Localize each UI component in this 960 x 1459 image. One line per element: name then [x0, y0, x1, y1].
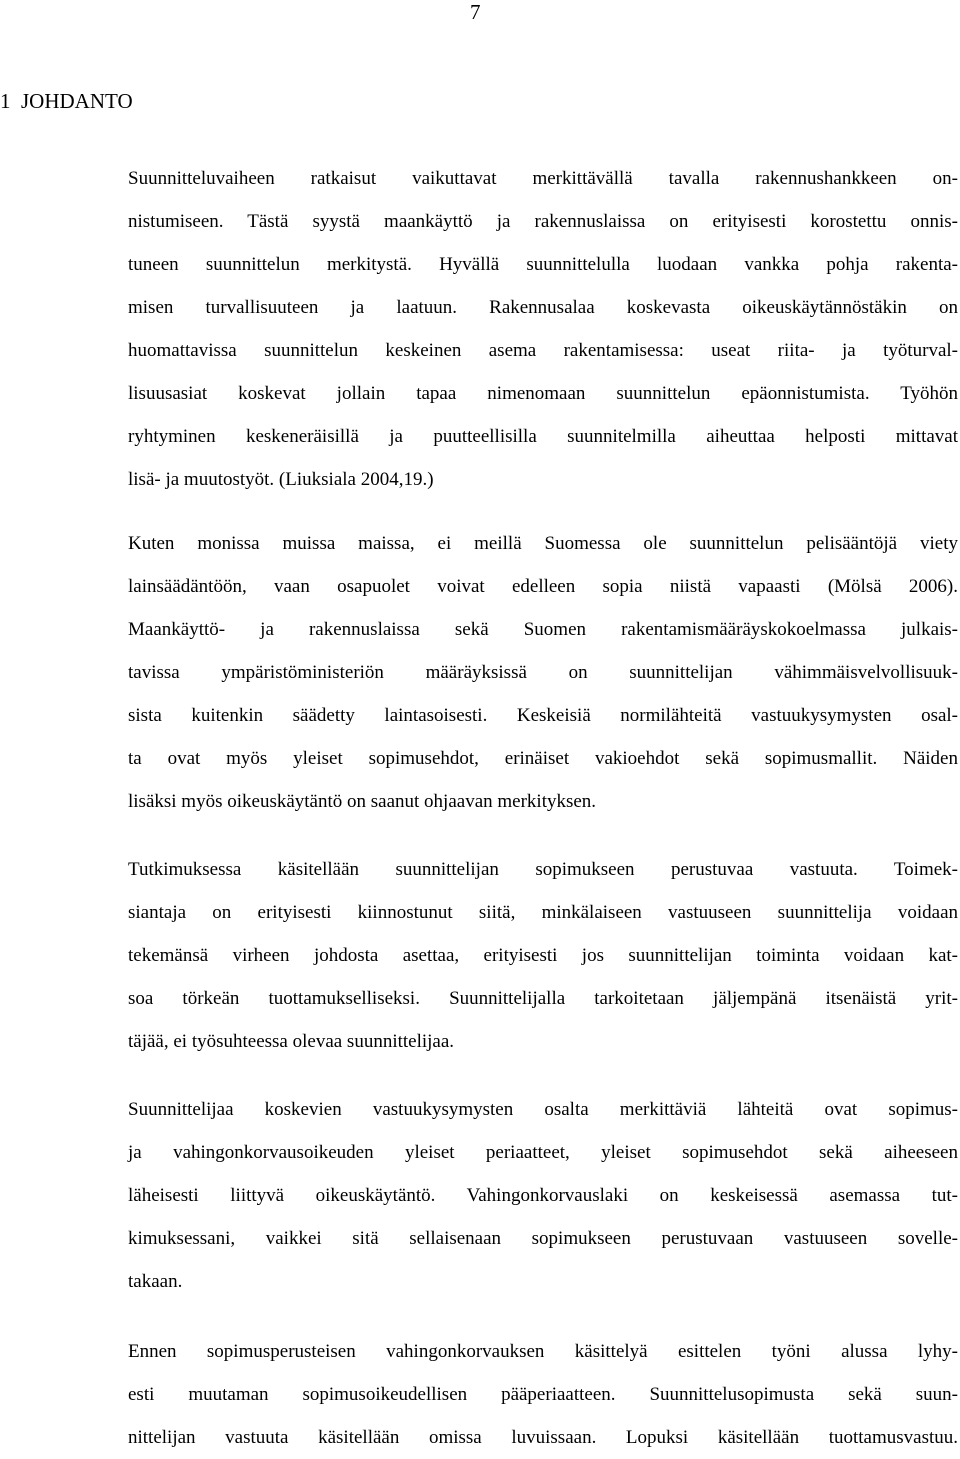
text-line: soa törkeän tuottamukselliseksi. Suunnittelijalla tarkoitetaan jäljempänä itsenäistä yrit-	[128, 988, 958, 1009]
chapter-heading: 1 JOHDANTO	[0, 89, 133, 113]
text-line: lisä- ja muutostyöt. (Liuksiala 2004,19.)	[128, 469, 434, 490]
text-line: sista kuitenkin säädetty laintasoisesti. Keskeisiä normilähteitä vastuukysymysten osal-	[128, 705, 958, 726]
text-line: tavissa ympäristöministeriön määräyksissä on suunnittelijan vähimmäisvelvollisuuk-	[128, 662, 958, 683]
text-line: misen turvallisuuteen ja laatuun. Rakennusalaa koskevasta oikeuskäytännöstäkin on	[128, 297, 958, 318]
text-line: esti muutaman sopimusoikeudellisen pääperiaatteen. Suunnittelusopimusta sekä suun-	[128, 1384, 958, 1405]
text-line: Kuten monissa muissa maissa, ei meillä Suomessa ole suunnittelun pelisääntöjä viety	[128, 533, 958, 554]
text-line: Maankäyttö- ja rakennuslaissa sekä Suomen rakentamismääräyskokoelmassa julkais-	[128, 619, 958, 640]
text-line: läheisesti liittyvä oikeuskäytäntö. Vahingonkorvauslaki on keskeisessä asemassa tut-	[128, 1185, 958, 1206]
text-line: lisuusasiat koskevat jollain tapaa nimenomaan suunnittelun epäonnistumista. Työhön	[128, 383, 958, 404]
text-line: Ennen sopimusperusteisen vahingonkorvauksen käsittelyä esittelen työni alussa lyhy-	[128, 1341, 958, 1362]
text-line: tuneen suunnittelun merkitystä. Hyvällä suunnittelulla luodaan vankka pohja rakenta-	[128, 254, 958, 275]
text-line: lainsäädäntöön, vaan osapuolet voivat edelleen sopia niistä vapaasti (Mölsä 2006).	[128, 576, 958, 597]
page-number: 7	[470, 0, 481, 24]
text-line: Suunnitteluvaiheen ratkaisut vaikuttavat merkittävällä tavalla rakennushankkeen on-	[128, 168, 958, 189]
paragraph-legislation	[128, 522, 958, 823]
text-line: nistumiseen. Tästä syystä maankäyttö ja rakennuslaissa on erityisesti korostettu onnis-	[128, 211, 958, 232]
paragraph-intro	[128, 157, 958, 501]
text-line: ja vahingonkorvausoikeuden yleiset periaatteet, yleiset sopimusehdot sekä aiheeseen	[128, 1142, 958, 1163]
paragraph-research-scope	[128, 848, 958, 1063]
text-line: huomattavissa suunnittelun keskeinen asema rakentamisessa: useat riita- ja työturval-	[128, 340, 958, 361]
text-line: ryhtyminen keskeneräisillä ja puutteellisilla suunnitelmilla aiheuttaa helposti mittavat	[128, 426, 958, 447]
text-line: nittelijan vastuuta käsitellään omissa luvuissaan. Lopuksi käsitellään tuottamusvastuu.	[128, 1427, 958, 1448]
text-line: täjää, ei työsuhteessa olevaa suunnittelijaa.	[128, 1031, 455, 1052]
paragraph-sources	[128, 1088, 958, 1303]
text-line: Tutkimuksessa käsitellään suunnittelijan sopimukseen perustuvaa vastuuta. Toimek-	[128, 859, 958, 880]
text-line: siantaja on erityisesti kiinnostunut siitä, minkälaiseen vastuuseen suunnittelija voidaan	[128, 902, 958, 923]
text-line: takaan.	[128, 1271, 183, 1292]
text-line: kimuksessani, vaikkei sitä sellaisenaan sopimukseen perustuvaan vastuuseen sovelle-	[128, 1228, 958, 1249]
text-line: lisäksi myös oikeuskäytäntö on saanut ohjaavan merkityksen.	[128, 791, 597, 812]
text-line: ta ovat myös yleiset sopimusehdot, erinäiset vakioehdot sekä sopimusmallit. Näiden	[128, 748, 958, 769]
text-line: Suunnittelijaa koskevien vastuukysymysten osalta merkittäviä lähteitä ovat sopimus-	[128, 1099, 958, 1120]
text-line: tekemänsä virheen johdosta asettaa, erityisesti jos suunnittelijan toiminta voidaan kat-	[128, 945, 958, 966]
paragraph-structure	[128, 1330, 958, 1459]
